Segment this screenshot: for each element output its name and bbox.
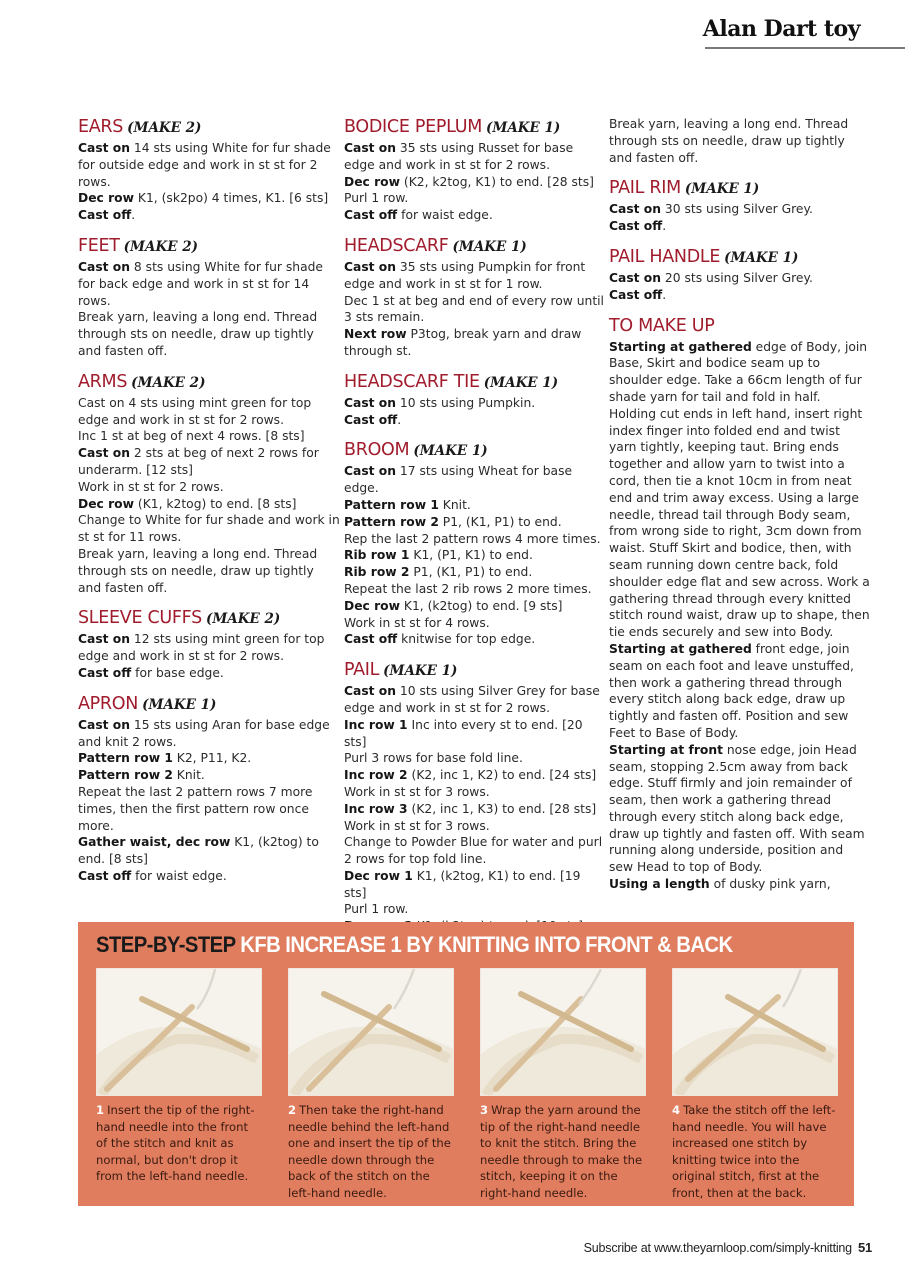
subscribe-text: Subscribe at www.theyarnloop.com/simply-knitting [583,1241,852,1255]
instruction-keyword: Cast off [609,219,663,234]
step-photo [672,968,838,1096]
instruction-keyword: Pattern row 2 [344,514,439,529]
instruction-line [344,207,606,224]
instruction-text: 30 sts using Silver Grey. [661,202,813,217]
instruction-line [344,412,606,429]
instruction-line [78,395,340,429]
step-caption [96,1102,262,1185]
section-heading [344,235,606,258]
instruction-line [78,512,340,546]
instruction-text: Work in st st for 2 rows. [78,479,224,494]
instruction-text: K1, (k2tog, K1) to end. [19 sts] [344,868,581,900]
instruction-text: 20 sts using Silver Grey. [661,270,813,285]
instruction-line [609,339,871,641]
technique-title: KFB INCREASE 1 BY KNITTING INTO FRONT & BACK [240,932,733,957]
instruction-text: 10 sts using Pumpkin. [396,395,536,410]
make-quantity: (MAKE 1) [142,696,217,713]
instruction-text: Purl 1 row. [344,191,409,206]
instruction-keyword: Pattern row 1 [78,751,173,766]
instruction-text: 35 sts using Pumpkin for front edge and work in st st for 1 row. [344,259,586,291]
make-quantity: (MAKE 1) [383,663,458,680]
instruction-line [78,496,340,513]
make-quantity: (MAKE 2) [205,611,281,628]
instruction-line [78,868,340,885]
instruction-text: Repeat the last 2 rib rows 2 more times. [344,581,592,596]
section-title: EARS [78,117,124,137]
section-continued [609,116,871,166]
make-quantity: (MAKE 2) [123,238,198,255]
instruction-keyword: Dec row 1 [344,868,413,883]
step-number: 1 [96,1103,105,1117]
instruction-keyword: Using a length [609,877,710,892]
instruction-line [78,190,340,207]
instruction-keyword: Dec row [344,598,400,613]
instruction-text: 35 sts using Russet for base edge and work in st st for 2 rows. [344,141,574,172]
section-headscarf [344,235,606,360]
instruction-keyword: Pattern row 2 [78,768,173,783]
instruction-line [609,876,871,893]
instruction-line [344,581,606,598]
instruction-keyword: Cast on [344,259,397,274]
instruction-text: . [131,208,136,223]
instruction-line [344,834,606,868]
section-title: FEET [78,235,120,256]
instruction-text: Inc into every st to end. [20 sts] [344,717,583,749]
step-caption [480,1102,646,1202]
step-3 [480,968,646,1202]
instruction-keyword: Inc row 1 [344,717,408,732]
instruction-line [344,615,606,632]
step-text: Take the stitch off the left-hand needle. You will have increased one stitch by knitting twice into the original stitch, first at the front, then at the back. [672,1103,836,1200]
instruction-line [344,326,606,360]
instruction-text: front edge, join seam on each foot and leave unstuffed, then work a gathering thread through every stitch along back edge, draw up tightly and fasten off. Position and sew Feet to Base of Body. [609,641,854,740]
instruction-keyword: Cast on [344,464,397,479]
instruction-keyword: Cast on [609,270,662,285]
instruction-text: P3tog, break yarn and draw through st. [344,327,582,358]
instruction-line [344,784,606,801]
instruction-keyword: Inc row 2 [344,768,408,783]
step-caption [288,1102,454,1202]
instruction-keyword: Cast off [78,665,132,680]
instruction-keyword: Cast off [344,412,398,427]
instruction-keyword: Cast on [78,632,131,647]
step-by-step-label: STEP-BY-STEP [96,932,236,957]
section-heading [78,371,340,394]
instruction-text: Knit. [438,497,471,512]
instruction-line [344,259,606,293]
instruction-text: Inc 1 st at beg of next 4 rows. [8 sts] [78,429,305,444]
section-title: ARMS [78,371,128,392]
instruction-keyword: Starting at gathered [609,641,752,656]
section-apron [78,693,340,885]
instruction-line [609,270,871,287]
instruction-text: for waist edge. [397,208,493,223]
step-number: 2 [288,1103,297,1117]
instruction-line [344,514,606,531]
instruction-text: 12 sts using mint green for top edge and work in st st for 2 rows. [78,632,325,664]
instruction-keyword: Cast on [78,717,131,732]
instruction-line [344,818,606,835]
instruction-text: (K2, inc 1, K2) to end. [24 sts] [407,768,597,783]
instruction-line [344,190,606,207]
instruction-keyword: Cast on [344,684,397,699]
instruction-keyword: Cast on [78,446,131,461]
section-title: TO MAKE UP [609,315,715,336]
instruction-line [78,784,340,834]
section-arms [78,371,340,597]
instruction-keyword: Cast off [344,632,398,647]
make-quantity: (MAKE 1) [724,249,799,266]
instruction-text: 17 sts using Wheat for base edge. [344,464,573,496]
instruction-line [78,140,340,190]
instruction-text: Purl 1 row. [344,902,409,917]
pattern-column-1 [78,116,340,896]
instruction-keyword: Cast on [78,259,131,274]
instruction-text: P1, (K1, P1) to end. [409,565,533,580]
section-title: APRON [78,693,139,714]
instruction-keyword: Dec row [344,174,400,189]
instruction-line [78,717,340,751]
instruction-line [78,309,340,359]
section-pail [344,659,606,935]
section-title: SLEEVE CUFFS [78,608,202,629]
instruction-keyword: Cast off [609,287,663,302]
step-2 [288,968,454,1202]
instruction-text: K1, (sk2po) 4 times, K1. [6 sts] [134,191,329,206]
make-quantity: (MAKE 2) [131,374,206,391]
instruction-line [344,174,606,191]
instruction-keyword: Cast on [78,141,131,155]
section-heading [78,235,340,258]
section-heading [78,693,340,716]
instruction-line [344,868,606,902]
instruction-line [344,598,606,615]
instruction-text: for base edge. [131,665,224,680]
instruction-line [609,641,871,742]
instruction-line [344,497,606,514]
instruction-text: Change to White for fur shade and work in st st for 11 rows. [78,513,340,545]
instruction-text: Work in st st for 3 rows. [344,784,490,799]
make-quantity: (MAKE 1) [486,120,561,136]
section-headscarf-tie [344,371,606,429]
section-sleeve-cuffs [78,607,340,681]
section-heading [344,659,606,682]
instruction-text: edge of Body, join Base, Skirt and bodice seam up to shoulder edge. Take a 66cm length of fur shade yarn for tail and fold in half. Holding cut ends in left hand, insert right index finger into folded end and twist yarn tightly, keeping taut. Bring ends together and allow yarn to twist into a cord, then tie a knot 10cm in from neat end and trim away excess. Using a large needle, thread tail through Body seam, from wrong side to right, 3cm down from waist. Stuff Skirt and bodice, then, with seam running down centre back, fold shoulder edge flat and sew across. Work a gathering thread through every knitted stitch round waist, draw up to shape, then tie ends securely and sew into Body. [609,339,870,640]
step-caption [672,1102,838,1202]
section-to-make-up [609,315,871,893]
instruction-line [344,683,606,717]
header-rule [705,47,905,49]
step-number: 3 [480,1103,489,1117]
instruction-keyword: Cast off [78,208,132,223]
instruction-text: (K1, k2tog) to end. [8 sts] [134,496,297,511]
instruction-keyword: Dec row [78,496,134,511]
instruction-line [78,259,340,309]
section-broom [344,439,606,648]
instruction-text: Dec 1 st at beg and end of every row until 3 sts remain. [344,293,604,325]
instruction-keyword: Starting at front [609,742,723,757]
instruction-keyword: Starting at gathered [609,339,752,354]
instruction-text: K1, (k2tog) to end. [8 sts] [78,835,319,867]
instruction-keyword: Cast on [344,141,397,155]
instruction-keyword: Rib row 2 [344,565,410,580]
instruction-text: knitwise for top edge. [397,632,536,647]
step-by-step-title [96,932,733,958]
instruction-line [609,201,871,218]
instruction-text: 8 sts using White for fur shade for back edge and work in st st for 14 rows. [78,259,324,308]
instruction-line [344,531,606,548]
make-quantity: (MAKE 1) [483,374,559,391]
instruction-line [78,428,340,445]
instruction-keyword: Cast off [78,868,132,883]
section-feet [78,235,340,360]
instruction-line [344,140,606,174]
step-text: Insert the tip of the right-hand needle into the front of the stitch and knit as normal, but don't drop it from the left-hand needle. [96,1103,255,1184]
section-heading [78,116,340,139]
step-text: Then take the right-hand needle behind the left-hand one and insert the tip of the needle down through the back of the stitch on the left-hand needle. [288,1103,451,1200]
page-header-title: Alan Dart toy [702,16,860,42]
make-quantity: (MAKE 1) [684,181,760,198]
instruction-line [344,463,606,497]
section-heading [344,371,606,394]
section-title: BODICE PEPLUM [344,117,482,137]
instruction-text: Break yarn, leaving a long end. Thread through sts on needle, draw up tightly and fasten off. [609,117,849,165]
instruction-text: K1, (P1, K1) to end. [409,548,533,563]
instruction-text: K1, (k2tog) to end. [9 sts] [400,598,563,613]
page-number: 51 [857,1240,872,1255]
instruction-line [78,750,340,767]
pattern-column-3 [609,116,871,904]
instruction-line [78,207,340,224]
instruction-keyword: Cast off [344,208,398,223]
instruction-text: Knit. [172,768,205,783]
instruction-line [344,901,606,918]
instruction-text: of dusky pink yarn, [709,877,831,892]
instruction-text: . [397,412,402,427]
instruction-text: (K2, inc 1, K3) to end. [28 sts] [407,801,597,816]
instruction-text: for waist edge. [131,868,227,883]
instruction-line [609,218,871,235]
instruction-line [78,479,340,496]
section-heading [78,607,340,630]
section-pail-handle [609,246,871,304]
step-photo [288,968,454,1096]
instruction-text: Break yarn, leaving a long end. Thread through sts on needle, draw up tightly and fasten off. [78,310,318,358]
instruction-keyword: Inc row 3 [344,801,408,816]
section-title: PAIL [344,660,380,681]
instruction-keyword: Pattern row 1 [344,497,439,512]
instruction-keyword: Cast on [344,395,397,410]
make-quantity: (MAKE 2) [127,120,202,136]
instruction-line [344,293,606,327]
instruction-keyword: Dec row [78,191,134,206]
instruction-line [344,547,606,564]
instruction-text: P1, (K1, P1) to end. [438,514,562,529]
instruction-text: Repeat the last 2 pattern rows 7 more times, then the first pattern row once more. [78,784,313,833]
instruction-text: Work in st st for 4 rows. [344,615,490,630]
section-heading [344,116,606,139]
instruction-text: . [662,287,667,302]
instruction-line [78,445,340,479]
step-by-step-panel [78,922,854,1206]
instruction-line [344,395,606,412]
instruction-keyword: Cast on [609,202,662,217]
step-photo [480,968,646,1096]
step-4 [672,968,838,1202]
instruction-line [78,546,340,596]
instruction-line [344,767,606,784]
section-bodice-peplum [344,116,606,224]
section-title: PAIL HANDLE [609,246,721,267]
step-number: 4 [672,1103,681,1117]
section-pail-rim [609,177,871,235]
instruction-text: . [662,219,667,234]
instruction-line [344,717,606,751]
make-quantity: (MAKE 1) [452,238,527,255]
section-title: HEADSCARF [344,235,449,256]
section-heading [609,177,871,200]
instruction-text: 15 sts using Aran for base edge and knit 2 rows. [78,717,330,749]
instruction-text: (K2, k2tog, K1) to end. [28 sts] [400,174,594,189]
section-heading [344,439,606,462]
section-heading [609,315,871,338]
instruction-line [78,665,340,682]
instruction-line [78,834,340,868]
instruction-line [78,767,340,784]
section-title: BROOM [344,440,410,461]
instruction-line [344,564,606,581]
pattern-column-2 [344,116,606,946]
make-quantity: (MAKE 1) [413,443,488,460]
instruction-line [609,742,871,876]
section-title: HEADSCARF TIE [344,371,480,392]
instruction-text: Change to Powder Blue for water and purl 2 rows for top fold line. [344,835,603,867]
instruction-line [344,631,606,648]
instruction-keyword: Rib row 1 [344,548,410,563]
instruction-line [609,116,871,166]
instruction-text: Cast on 4 sts using mint green for top edge and work in st st for 2 rows. [78,395,312,427]
step-1 [96,968,262,1185]
instruction-keyword: Next row [344,327,407,342]
instruction-keyword: Gather waist, dec row [78,835,231,850]
instruction-text: K2, P11, K2. [172,751,252,766]
step-text: Wrap the yarn around the tip of the right-hand needle to knit the stitch. Bring the needle through to make the stitch, keeping it on the right-hand needle. [480,1103,643,1200]
instruction-text: 2 sts at beg of next 2 rows for underarm. [12 sts] [78,446,319,477]
step-photo [96,968,262,1096]
section-ears [78,116,340,224]
page-footer [584,1240,872,1255]
section-title: PAIL RIM [609,178,681,199]
instruction-line [344,750,606,767]
instruction-text: Break yarn, leaving a long end. Thread through sts on needle, draw up tightly and fasten off. [78,546,318,595]
instruction-line [344,801,606,818]
instruction-line [78,631,340,665]
instruction-text: nose edge, join Head seam, stopping 2.5cm away from back edge. Stuff firmly and join remainder of seam, then work a gathering thread through every stitch along back edge, draw up tightly and fasten off. With seam running along underside, position and sew Head to top of Body. [609,742,865,875]
instruction-text: 10 sts using Silver Grey for base edge and work in st st for 2 rows. [344,684,600,715]
instruction-text: Purl 3 rows for base fold line. [344,751,523,766]
instruction-line [609,287,871,304]
section-heading [609,246,871,269]
instruction-text: 14 sts using White for fur shade for outside edge and work in st st for 2 rows. [78,141,331,189]
instruction-text: Work in st st for 3 rows. [344,818,490,833]
instruction-text: Rep the last 2 pattern rows 4 more times. [344,531,601,546]
